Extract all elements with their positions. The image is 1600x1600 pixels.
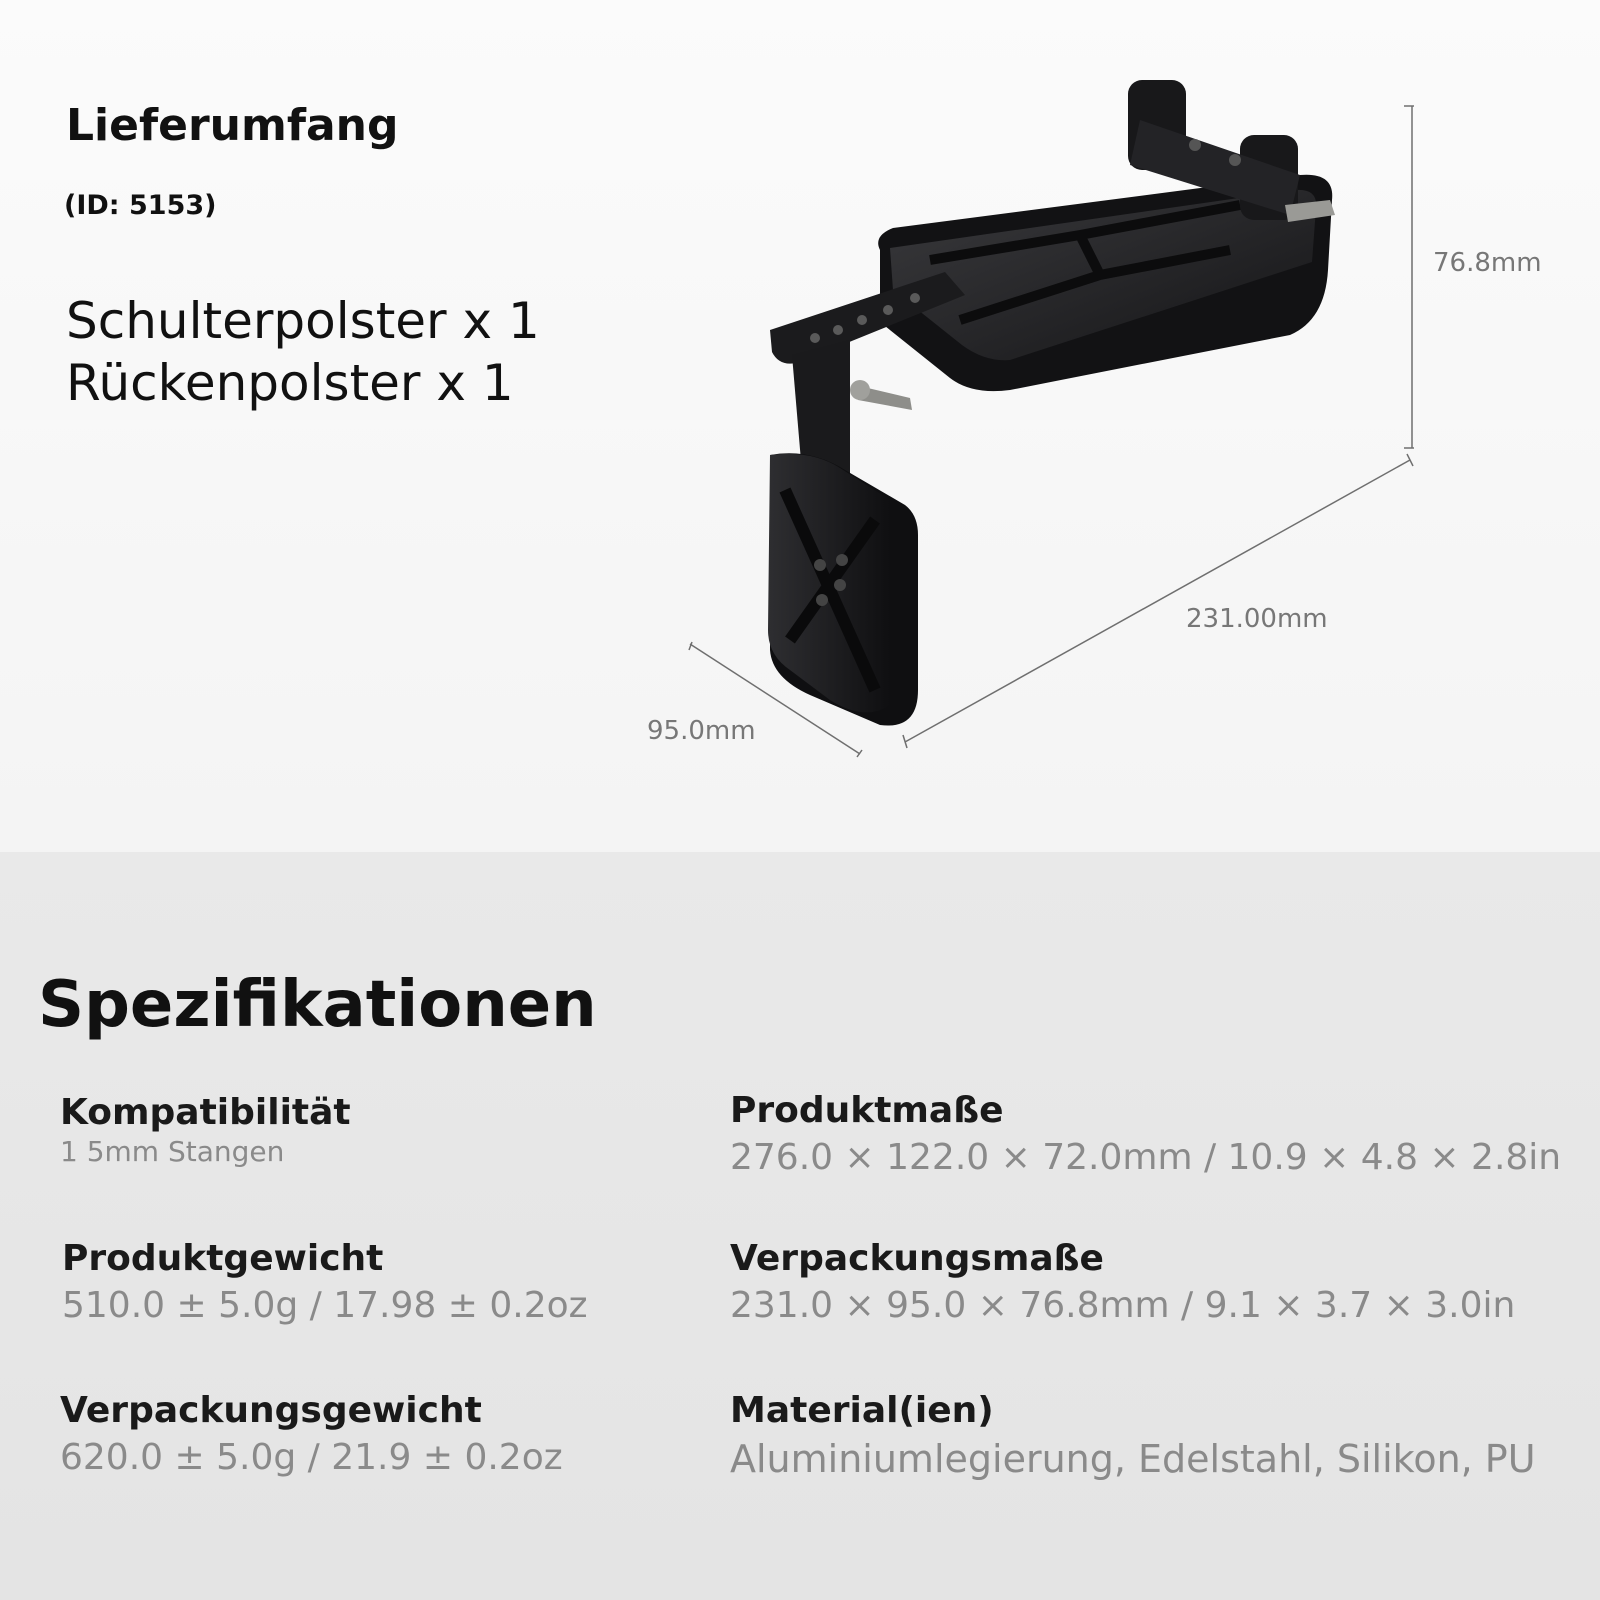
spec-product-dims	[730, 1090, 1561, 1178]
dimension-length-label: 231.00mm	[1186, 604, 1328, 634]
spec-label: Verpackungsmaße	[730, 1238, 1104, 1279]
dimension-height-label: 76.8mm	[1433, 248, 1542, 278]
spec-material	[730, 1390, 1536, 1481]
spec-label: Material(ien)	[730, 1390, 994, 1431]
spec-compat	[60, 1092, 351, 1168]
spec-title: Spezifikationen	[38, 968, 597, 1042]
spec-value: 510.0 ± 5.0g / 17.98 ± 0.2oz	[62, 1285, 588, 1326]
spec-value: Aluminiumlegierung, Edelstahl, Silikon, PU	[730, 1437, 1536, 1481]
scope-item: Schulterpolster x 1	[66, 292, 540, 350]
spec-label: Produktmaße	[730, 1090, 1004, 1131]
spec-value: 1 5mm Stangen	[60, 1135, 285, 1168]
spec-package-dims	[730, 1238, 1515, 1326]
spec-label: Kompatibilität	[60, 1092, 351, 1133]
scope-id: (ID: 5153)	[64, 190, 217, 221]
scope-title: Lieferumfang	[66, 100, 399, 151]
spec-value: 276.0 × 122.0 × 72.0mm / 10.9 × 4.8 × 2.8in	[730, 1137, 1562, 1178]
spec-label: Produktgewicht	[62, 1238, 384, 1279]
spec-value: 620.0 ± 5.0g / 21.9 ± 0.2oz	[60, 1437, 563, 1478]
spec-value: 231.0 × 95.0 × 76.8mm / 9.1 × 3.7 × 3.0in	[730, 1285, 1516, 1326]
scope-item: Rückenpolster x 1	[66, 354, 514, 412]
spec-product-weight	[62, 1238, 588, 1326]
bottom-panel	[0, 852, 1600, 1600]
back-pad	[768, 453, 918, 725]
dimension-width-label: 95.0mm	[647, 716, 756, 746]
shoulder-plate	[770, 80, 1335, 520]
spec-package-weight	[60, 1390, 563, 1478]
spec-label: Verpackungsgewicht	[60, 1390, 482, 1431]
